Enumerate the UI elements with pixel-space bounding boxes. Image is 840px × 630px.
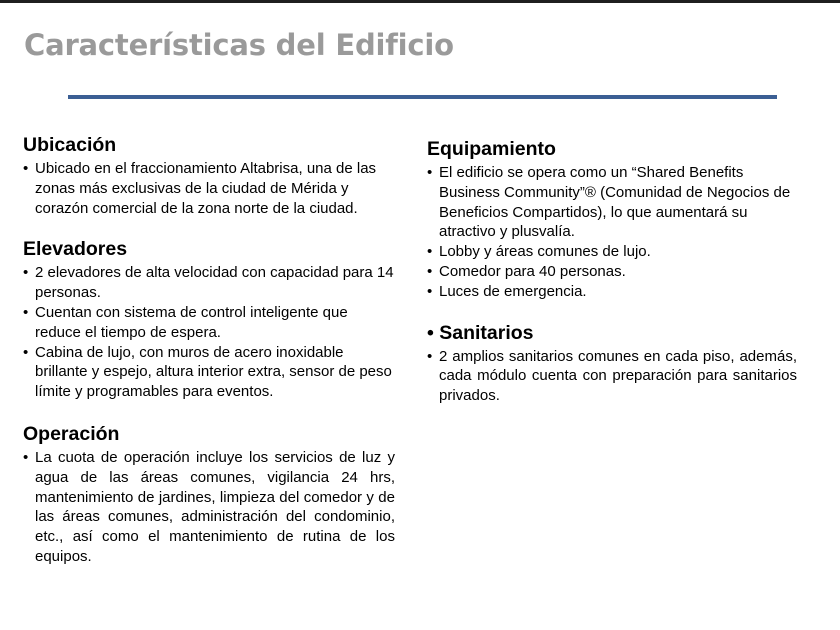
heading-sanitarios: • Sanitarios: [427, 322, 797, 345]
list-item: • Comedor para 40 personas.: [427, 262, 797, 282]
heading-equipamiento: Equipamiento: [427, 138, 556, 160]
list-sanitarios: [427, 347, 797, 406]
list-operacion: [23, 448, 395, 567]
section-equipamiento: [427, 138, 797, 302]
list-item: • Lobby y áreas comunes de lujo.: [427, 242, 797, 262]
list-item: • Ubicado en el fraccionamiento Altabrisa, una de las zonas más exclusivas de la ciudad de Mérida y corazón comercial de la zona norte de la ciudad.: [23, 159, 395, 218]
list-equipamiento: [427, 163, 797, 302]
right-column: [427, 138, 797, 406]
section-operacion: [23, 423, 395, 567]
section-sanitarios: [427, 322, 797, 406]
list-elevadores: [23, 263, 395, 402]
page-title: Características del Edificio: [24, 28, 454, 62]
list-item: • 2 amplios sanitarios comunes en cada piso, además, cada módulo cuenta con preparación para sanitarios privados.: [427, 347, 797, 406]
list-item: • Cabina de lujo, con muros de acero inoxidable brillante y espejo, altura interior extra, sensor de peso límite y programables para eventos.: [23, 343, 395, 402]
list-item: • Cuentan con sistema de control inteligente que reduce el tiempo de espera.: [23, 303, 395, 343]
section-ubicacion: [23, 134, 395, 218]
top-border: [0, 0, 840, 3]
heading-operacion: Operación: [23, 422, 120, 445]
list-ubicacion: [23, 159, 395, 218]
list-item: • 2 elevadores de alta velocidad con capacidad para 14 personas.: [23, 263, 395, 303]
heading-ubicacion: Ubicación: [23, 134, 117, 156]
title-underline-rule: [68, 95, 777, 99]
list-item: • El edificio se opera como un “Shared Benefits Business Community”® (Comunidad de Negocios de Beneficios Compartidos), lo que aumentará su atractivo y plusvalía.: [427, 163, 797, 242]
section-elevadores: [23, 238, 395, 402]
list-item: • Luces de emergencia.: [427, 282, 797, 302]
left-column: [23, 134, 395, 567]
list-item: • La cuota de operación incluye los servicios de luz y agua de las áreas comunes, vigilancia 24 hrs, mantenimiento de jardines, limpieza del comedor y de las áreas comunes, administración del condominio, etc., así como el mantenimiento de rutina de los equipos.: [23, 448, 395, 567]
heading-elevadores: Elevadores: [23, 238, 128, 261]
